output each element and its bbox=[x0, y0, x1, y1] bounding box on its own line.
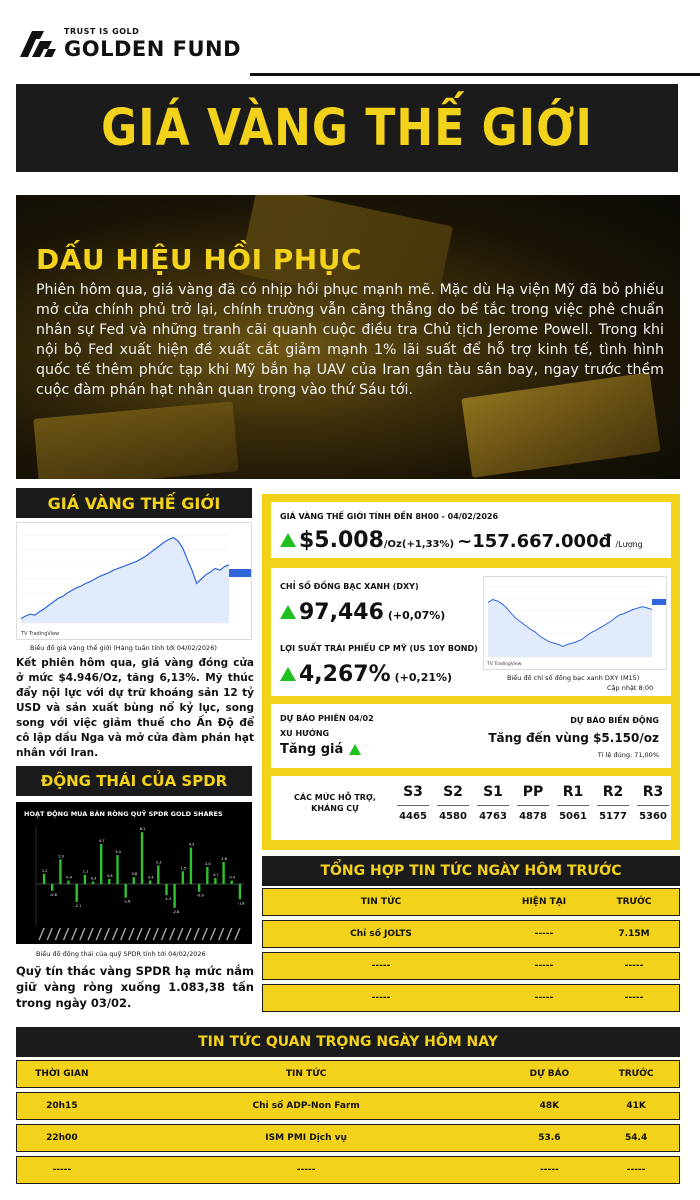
spdr-bar-label: 0.4 bbox=[229, 875, 236, 880]
title-banner bbox=[16, 84, 678, 172]
spdr-bar bbox=[198, 884, 200, 892]
spdr-date-tick bbox=[210, 928, 215, 940]
level-value: 5360 bbox=[639, 811, 667, 822]
dxy-bond-card bbox=[271, 568, 671, 696]
range-label: DỰ BÁO BIẾN ĐỘNG bbox=[570, 716, 659, 725]
spdr-bar-label: 2.0 bbox=[205, 862, 211, 866]
brand-name: GOLDEN FUND bbox=[64, 37, 242, 61]
gold-price-change: (+1,33%) bbox=[401, 539, 455, 550]
spdr-bar bbox=[108, 879, 110, 884]
spdr-bar bbox=[59, 859, 61, 884]
table-row bbox=[16, 1092, 680, 1120]
spdr-summary-text: Quỹ tín thác vàng SPDR hạ mức nắm giữ vàng ròng xuống 1.083,38 tấn trong ngày 03/02. bbox=[16, 964, 254, 1010]
table-cell: 20h15 bbox=[46, 1101, 78, 1111]
dxy-label: CHỈ SỐ ĐỒNG BẠC XANH (DXY) bbox=[280, 582, 419, 591]
dxy-updated: Cập nhật 8:00 bbox=[607, 684, 654, 692]
spdr-date-tick bbox=[145, 928, 150, 940]
trend-label: XU HƯỚNG bbox=[280, 729, 330, 738]
spdr-bar-label: 1.5 bbox=[180, 866, 187, 871]
spdr-date-tick bbox=[80, 928, 85, 940]
table-cell: ----- bbox=[52, 1165, 72, 1175]
level-value: 4878 bbox=[519, 811, 547, 822]
news-today-heading: TIN TỨC QUAN TRỌNG NGÀY HÔM NAY bbox=[16, 1027, 680, 1057]
spdr-date-tick bbox=[202, 928, 207, 940]
forecast-probability: Tỉ lệ đúng: 71,00% bbox=[597, 751, 659, 759]
spdr-bar-label: 0.4 bbox=[147, 875, 154, 880]
spdr-bar bbox=[43, 874, 45, 884]
dxy-change: (+0,07%) bbox=[387, 609, 446, 622]
spdr-bar-label: 0.4 bbox=[66, 875, 72, 880]
spdr-date-tick bbox=[170, 928, 175, 940]
gold-price-vnd-unit: /Lượng bbox=[615, 540, 643, 549]
level-name: R2 bbox=[597, 784, 629, 806]
spdr-bar bbox=[157, 865, 159, 884]
spdr-bar-chart bbox=[16, 802, 252, 944]
spdr-bar-label: 1.1 bbox=[82, 869, 89, 874]
spdr-date-tick bbox=[47, 928, 52, 940]
column-header: THỜI GIAN bbox=[35, 1069, 89, 1079]
spdr-date-tick bbox=[72, 928, 77, 940]
table-cell: 53.6 bbox=[538, 1133, 561, 1143]
bond-change: (+0,21%) bbox=[394, 671, 453, 684]
trend-value: Tăng giá bbox=[280, 742, 344, 757]
table-cell: ----- bbox=[624, 961, 644, 971]
spdr-date-tick bbox=[194, 928, 199, 940]
spdr-bar bbox=[222, 862, 224, 884]
spdr-date-tick bbox=[178, 928, 183, 940]
column-header: HIỆN TẠI bbox=[521, 897, 567, 907]
spdr-date-tick bbox=[235, 928, 240, 940]
spdr-date-tick bbox=[55, 928, 60, 940]
spdr-bar bbox=[231, 881, 233, 884]
table-header-row bbox=[16, 1060, 680, 1088]
spdr-date-tick bbox=[113, 928, 118, 940]
spdr-bar bbox=[239, 884, 241, 899]
tradingview-logo: TV TradingView bbox=[21, 631, 60, 637]
hero-body: Phiên hôm qua, giá vàng đã có nhịp hồi phục mạnh mẽ. Mặc dù Hạ viện Mỹ đã bỏ phiếu mở cửa chính phủ trở lại, chính trường vẫn căng thẳng do bế tắc trong việc phê chuẩn nhân sự Fed và những tranh cãi quanh cuộc điều tra Chủ tịch Jerome Powell. Trong khi nội bộ Fed xuất hiện đề xuất cắt giảm mạnh 1% lãi suất để hỗ trợ kinh tế, tình hình quốc tế thêm phức tạp khi Mỹ bắn hạ UAV của Iran gần tàu sân bay, ngay trước thềm cuộc đàm phán hạt nhân quan trọng vào thứ Sáu tới. bbox=[36, 282, 664, 398]
level-name: S1 bbox=[477, 784, 509, 806]
tradingview-logo: TV TradingView bbox=[487, 662, 522, 667]
table-cell: ----- bbox=[624, 993, 644, 1003]
spdr-date-tick bbox=[137, 928, 142, 940]
dxy-chart-caption: Biểu đồ chỉ số đồng bạc xanh DXY (M15) bbox=[507, 674, 640, 682]
spdr-bar bbox=[116, 855, 118, 884]
spdr-bar-label: 0.3 bbox=[90, 876, 97, 881]
spdr-bar bbox=[100, 844, 102, 884]
dxy-value: 97,446 bbox=[299, 600, 384, 625]
gold-price-vnd: ~157.667.000đ bbox=[457, 531, 612, 552]
table-row bbox=[262, 984, 680, 1012]
market-panel bbox=[262, 494, 680, 850]
spdr-bar-label: 4.7 bbox=[99, 839, 105, 843]
spdr-date-tick bbox=[104, 928, 109, 940]
spdr-bar-label: 1.2 bbox=[41, 868, 48, 873]
table-row bbox=[262, 920, 680, 948]
golden-fund-logo-icon bbox=[14, 23, 58, 65]
spdr-bar-label: -1.8 bbox=[237, 901, 245, 906]
news-today-table bbox=[16, 1060, 680, 1188]
hero-section bbox=[16, 195, 680, 479]
spdr-bar bbox=[67, 881, 69, 884]
gold-chart-caption: Biểu đồ giá vàng thế giới (Hàng tuần tính tới 04/02/2026) bbox=[30, 644, 217, 652]
news-yesterday-heading: TỔNG HỢP TIN TỨC NGÀY HÔM TRƯỚC bbox=[262, 856, 680, 886]
gold-price-chart bbox=[16, 522, 252, 640]
dxy-line-chart bbox=[484, 577, 666, 669]
table-row bbox=[16, 1124, 680, 1152]
news-yesterday-table bbox=[262, 888, 680, 1016]
spdr-date-tick bbox=[129, 928, 134, 940]
spdr-date-tick bbox=[96, 928, 101, 940]
table-cell: 7.15M bbox=[618, 929, 650, 939]
table-cell: ----- bbox=[371, 961, 391, 971]
column-header: TIN TỨC bbox=[285, 1069, 327, 1079]
up-arrow-icon bbox=[280, 667, 296, 681]
spdr-bar-label: 2.9 bbox=[58, 854, 64, 859]
support-resistance-grid bbox=[393, 784, 673, 822]
level-name: PP bbox=[517, 784, 549, 806]
spdr-bar bbox=[125, 884, 127, 898]
current-price-marker bbox=[229, 569, 251, 577]
table-cell: ----- bbox=[626, 1165, 646, 1175]
spdr-date-tick bbox=[227, 928, 232, 940]
level-name: R3 bbox=[637, 784, 669, 806]
spdr-bar-label: 2.2 bbox=[156, 860, 162, 865]
up-arrow-icon bbox=[280, 605, 296, 619]
page-title: GIÁ VÀNG THẾ GIỚI bbox=[101, 98, 593, 158]
table-row bbox=[262, 952, 680, 980]
gold-section-tag: GIÁ VÀNG THẾ GIỚI bbox=[16, 488, 252, 518]
spdr-bar-label: -1.3 bbox=[164, 897, 172, 901]
spdr-bar bbox=[133, 877, 135, 884]
spdr-bar-label: -0.9 bbox=[196, 893, 204, 898]
spdr-date-tick bbox=[121, 928, 126, 940]
spdr-activity-chart bbox=[16, 802, 252, 944]
column-header: TRƯỚC bbox=[616, 897, 652, 907]
spdr-bar bbox=[190, 848, 192, 885]
table-cell: 54.4 bbox=[625, 1133, 648, 1143]
table-cell: ----- bbox=[534, 961, 554, 971]
spdr-date-tick bbox=[39, 928, 44, 940]
table-header-row bbox=[262, 888, 680, 916]
spdr-bar-label: 0.8 bbox=[131, 872, 138, 877]
spdr-bar bbox=[76, 884, 78, 902]
table-cell: ----- bbox=[534, 929, 554, 939]
spdr-bar-label: 4.3 bbox=[188, 842, 195, 847]
spdr-date-tick bbox=[64, 928, 69, 940]
current-dxy-marker bbox=[652, 599, 666, 605]
spdr-date-tick bbox=[186, 928, 191, 940]
spdr-bar-label: 6.1 bbox=[139, 827, 146, 832]
level-value: 5177 bbox=[599, 811, 627, 822]
level-name: R1 bbox=[557, 784, 589, 806]
brand-tagline: TRUST IS GOLD bbox=[64, 27, 140, 36]
spdr-bar-label: -2.8 bbox=[172, 909, 180, 914]
level-name: S3 bbox=[397, 784, 429, 806]
up-arrow-icon bbox=[349, 744, 361, 755]
up-arrow-icon bbox=[280, 533, 296, 547]
column-header: DỰ BÁO bbox=[529, 1069, 570, 1079]
spdr-section-tag: ĐỘNG THÁI CỦA SPDR bbox=[16, 766, 252, 796]
table-cell: ----- bbox=[296, 1165, 316, 1175]
gold-price-line-chart bbox=[17, 523, 251, 639]
table-cell: ----- bbox=[371, 993, 391, 1003]
spdr-date-tick bbox=[161, 928, 166, 940]
spdr-bar bbox=[51, 884, 53, 891]
level-value: 4580 bbox=[439, 811, 467, 822]
table-cell: ----- bbox=[534, 993, 554, 1003]
dxy-chart bbox=[483, 576, 667, 670]
gold-price-label: GIÁ VÀNG THẾ GIỚI TÍNH ĐẾN 8H00 - 04/02/2026 bbox=[280, 512, 499, 521]
spdr-bar bbox=[214, 878, 216, 884]
level-name: S2 bbox=[437, 784, 469, 806]
spdr-bar-label: -1.6 bbox=[123, 899, 131, 904]
table-cell: 41K bbox=[626, 1101, 646, 1111]
support-resistance-label: CÁC MỨC HỖ TRỢ, KHÁNG CỰ bbox=[294, 793, 376, 813]
table-cell: Chỉ số ADP-Non Farm bbox=[252, 1101, 360, 1111]
header-divider bbox=[250, 73, 700, 76]
spdr-bar bbox=[141, 832, 143, 884]
spdr-bar-label: -0.8 bbox=[50, 892, 57, 897]
spdr-chart-title: HOẠT ĐỘNG MUA BÁN RÒNG QUỸ SPDR GOLD SHARES bbox=[24, 810, 223, 818]
spdr-bar bbox=[92, 882, 94, 885]
table-row bbox=[16, 1156, 680, 1184]
level-value: 5061 bbox=[559, 811, 587, 822]
table-cell: ----- bbox=[540, 1165, 559, 1175]
spdr-date-tick bbox=[219, 928, 224, 940]
bond-label: LỢI SUẤT TRÁI PHIẾU CP MỸ (US 10Y BOND) bbox=[280, 644, 478, 653]
spdr-bar bbox=[165, 884, 167, 895]
hero-heading: DẤU HIỆU HỒI PHỤC bbox=[36, 243, 363, 276]
bond-value: 4,267% bbox=[299, 662, 391, 687]
gold-price-unit: /Oz bbox=[383, 539, 402, 550]
forecast-session-label: DỰ BÁO PHIÊN 04/02 bbox=[280, 714, 374, 723]
column-header: TIN TỨC bbox=[360, 897, 402, 907]
column-header: TRƯỚC bbox=[618, 1069, 654, 1079]
gold-price-usd: $5.008 bbox=[299, 528, 384, 553]
brand bbox=[14, 20, 241, 68]
range-value: Tăng đến vùng $5.150/oz bbox=[488, 731, 659, 745]
gold-bar-image bbox=[33, 401, 238, 479]
table-cell: ISM PMI Dịch vụ bbox=[265, 1133, 347, 1143]
forecast-card bbox=[271, 704, 671, 768]
spdr-bar bbox=[149, 881, 151, 884]
spdr-bar-label: 0.6 bbox=[107, 873, 113, 878]
gold-price-card bbox=[271, 502, 671, 558]
spdr-date-tick bbox=[88, 928, 93, 940]
spdr-bar bbox=[182, 871, 184, 884]
spdr-date-tick bbox=[153, 928, 158, 940]
gold-summary-text: Kết phiên hôm qua, giá vàng đóng cửa ở mức $4.946/Oz, tăng 6,13%. Mỹ thúc đẩy nội lực với dự trữ khoáng sản 12 tỷ USD và sản xuất bùng nổ kỷ lục, song song với việc giảm thuế cho Ấn Độ để cô lập dầu Nga và mở cửa đàm phán hạt nhân với Iran. bbox=[16, 657, 254, 759]
table-cell: 48K bbox=[539, 1101, 560, 1111]
level-value: 4465 bbox=[399, 811, 427, 822]
spdr-bar-label: 0.7 bbox=[213, 873, 219, 877]
table-cell: 22h00 bbox=[46, 1133, 78, 1143]
dxy-area bbox=[488, 600, 652, 657]
spdr-bar bbox=[173, 884, 175, 908]
support-resistance-card bbox=[271, 776, 671, 840]
spdr-chart-caption: Biểu đồ động thái của quỹ SPDR tính tới 04/02/2026 bbox=[36, 950, 206, 958]
level-value: 4763 bbox=[479, 811, 507, 822]
spdr-bar bbox=[84, 875, 86, 884]
spdr-bar-label: -2.1 bbox=[74, 903, 82, 908]
table-cell: Chỉ số JOLTS bbox=[350, 929, 412, 939]
spdr-bar-label: 3.4 bbox=[115, 850, 121, 855]
spdr-bar-label: 2.6 bbox=[221, 856, 227, 861]
spdr-bar bbox=[206, 867, 208, 884]
